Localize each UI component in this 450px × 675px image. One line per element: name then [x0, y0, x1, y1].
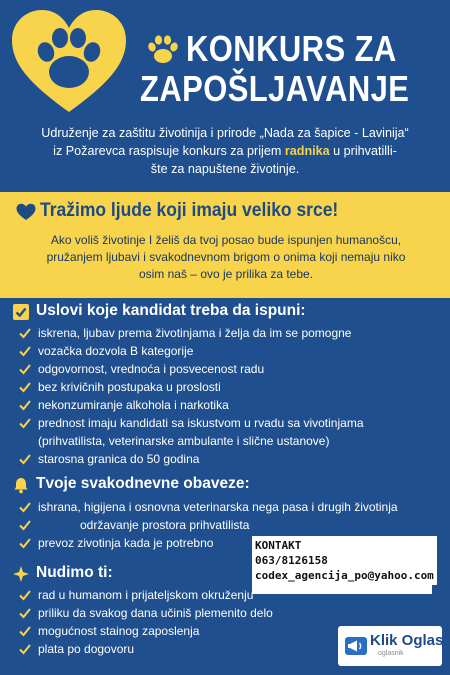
band-text — [14, 232, 438, 283]
check-icon — [18, 398, 32, 412]
paw-icon — [146, 34, 180, 66]
list-item — [18, 342, 448, 360]
intro-line-3: šte za napuštene životinje. — [150, 162, 300, 176]
list-item — [18, 396, 448, 414]
list-item — [18, 414, 448, 432]
duty-text: prevoz zivotinja kada je potrebno — [38, 536, 214, 550]
list-item — [18, 516, 448, 534]
intro-text — [12, 124, 438, 178]
list-item — [18, 604, 448, 622]
check-icon — [18, 362, 32, 376]
offer-text: priliku da svakog dana učiniš plemenito delo — [38, 606, 273, 620]
check-icon — [18, 588, 32, 602]
check-icon — [18, 518, 32, 532]
check-icon — [18, 380, 32, 394]
intro-line-2-end: u prihvatilli- — [329, 144, 397, 158]
condition-text: (prihvatilista, veterinarske ambulante i slične ustanove) — [38, 434, 330, 448]
condition-text: starosna granica do 50 godina — [38, 452, 200, 466]
condition-text: bez krivičnih postupaka u proslosti — [38, 380, 221, 394]
contact-label: KONTAKT — [255, 539, 302, 552]
band-title: Tražimo ljude koji imaju veliko srce! — [40, 200, 339, 221]
list-item — [18, 498, 448, 516]
klik-oglas-logo[interactable] — [338, 626, 442, 666]
poster-header — [0, 0, 450, 118]
duties-heading: Tvoje svakodnevne obaveze: — [36, 475, 250, 492]
list-item-continuation — [18, 432, 448, 450]
sparkle-icon — [12, 565, 30, 583]
duty-text: ishrana, higijena i osnovna veterinarska nega pasa i drugih životinja — [38, 500, 398, 514]
megaphone-icon — [344, 634, 368, 658]
intro-highlight: radnika — [284, 144, 330, 158]
condition-text: nekonzumiranje alkohola i narkotika — [38, 398, 229, 412]
conditions-list — [18, 324, 448, 468]
intro-line-2-start: iz Požarevca raspisuje konkurs za prijem — [53, 144, 285, 158]
list-item — [18, 450, 448, 468]
checkbox-icon — [12, 303, 30, 321]
list-item — [18, 360, 448, 378]
contact-email[interactable]: codex_agencija_po@yahoo.com — [255, 569, 434, 582]
list-item — [18, 586, 448, 604]
check-icon — [18, 500, 32, 514]
check-icon — [18, 326, 32, 340]
intro-line-2 — [12, 142, 438, 160]
condition-text: prednost imaju kandidati sa iskustvom u rvadu sa vivotinjama — [38, 416, 364, 430]
title-line-2: ZAPOŠLJAVANJE — [140, 68, 410, 109]
offer-text: mogućnost stainog zaposlenja — [38, 624, 200, 638]
condition-text: vozačka dozvola B kategorije — [38, 344, 194, 358]
check-icon — [18, 416, 32, 430]
list-item — [18, 324, 448, 342]
band-text-line-3: osim naš – ovo je prilika za tebe. — [138, 267, 314, 281]
conditions-heading: Uslovi koje kandidat treba da ispuni: — [36, 302, 306, 319]
condition-text: iskrena, ljubav prema životinjama i želja da im se pomogne — [38, 326, 352, 340]
paw-heart-icon — [10, 8, 128, 116]
check-icon — [18, 606, 32, 620]
title-line-1: KONKURS ZA — [186, 28, 397, 69]
check-icon — [18, 642, 32, 656]
band-text-line-2: pružanjem ljubavi i svakodnevnom brigom o onima koji nemaju niko — [46, 250, 406, 264]
contact-phone[interactable]: 063/8126158 — [255, 554, 328, 567]
condition-text: odgovornost, vrednoća i posvecenost radu — [38, 362, 265, 376]
check-icon — [18, 344, 32, 358]
duty-text: održavanje prostora prihvatilista — [80, 518, 250, 532]
check-icon — [18, 536, 32, 550]
check-icon — [18, 452, 32, 466]
offer-heading: Nudimo ti: — [36, 564, 113, 581]
heart-icon — [16, 203, 36, 221]
contact-box — [252, 536, 437, 585]
offer-text: rad u humanom i prijateljskom okruženju — [38, 588, 254, 602]
list-item — [18, 378, 448, 396]
check-icon — [18, 624, 32, 638]
intro-line-1: Udruženje za zaštitu životinija i prirode „Nada za šapice - Lavinija“ — [41, 126, 409, 140]
logo-name: Klik Oglas — [370, 632, 444, 649]
logo-subtitle: oglasnik — [378, 650, 404, 657]
band-text-line-1: Ako voliš životinje I želiš da tvoj posao bude ispunjen humanošcu, — [50, 233, 402, 247]
offer-text: plata po dogovoru — [38, 642, 135, 656]
bell-icon — [12, 476, 30, 494]
